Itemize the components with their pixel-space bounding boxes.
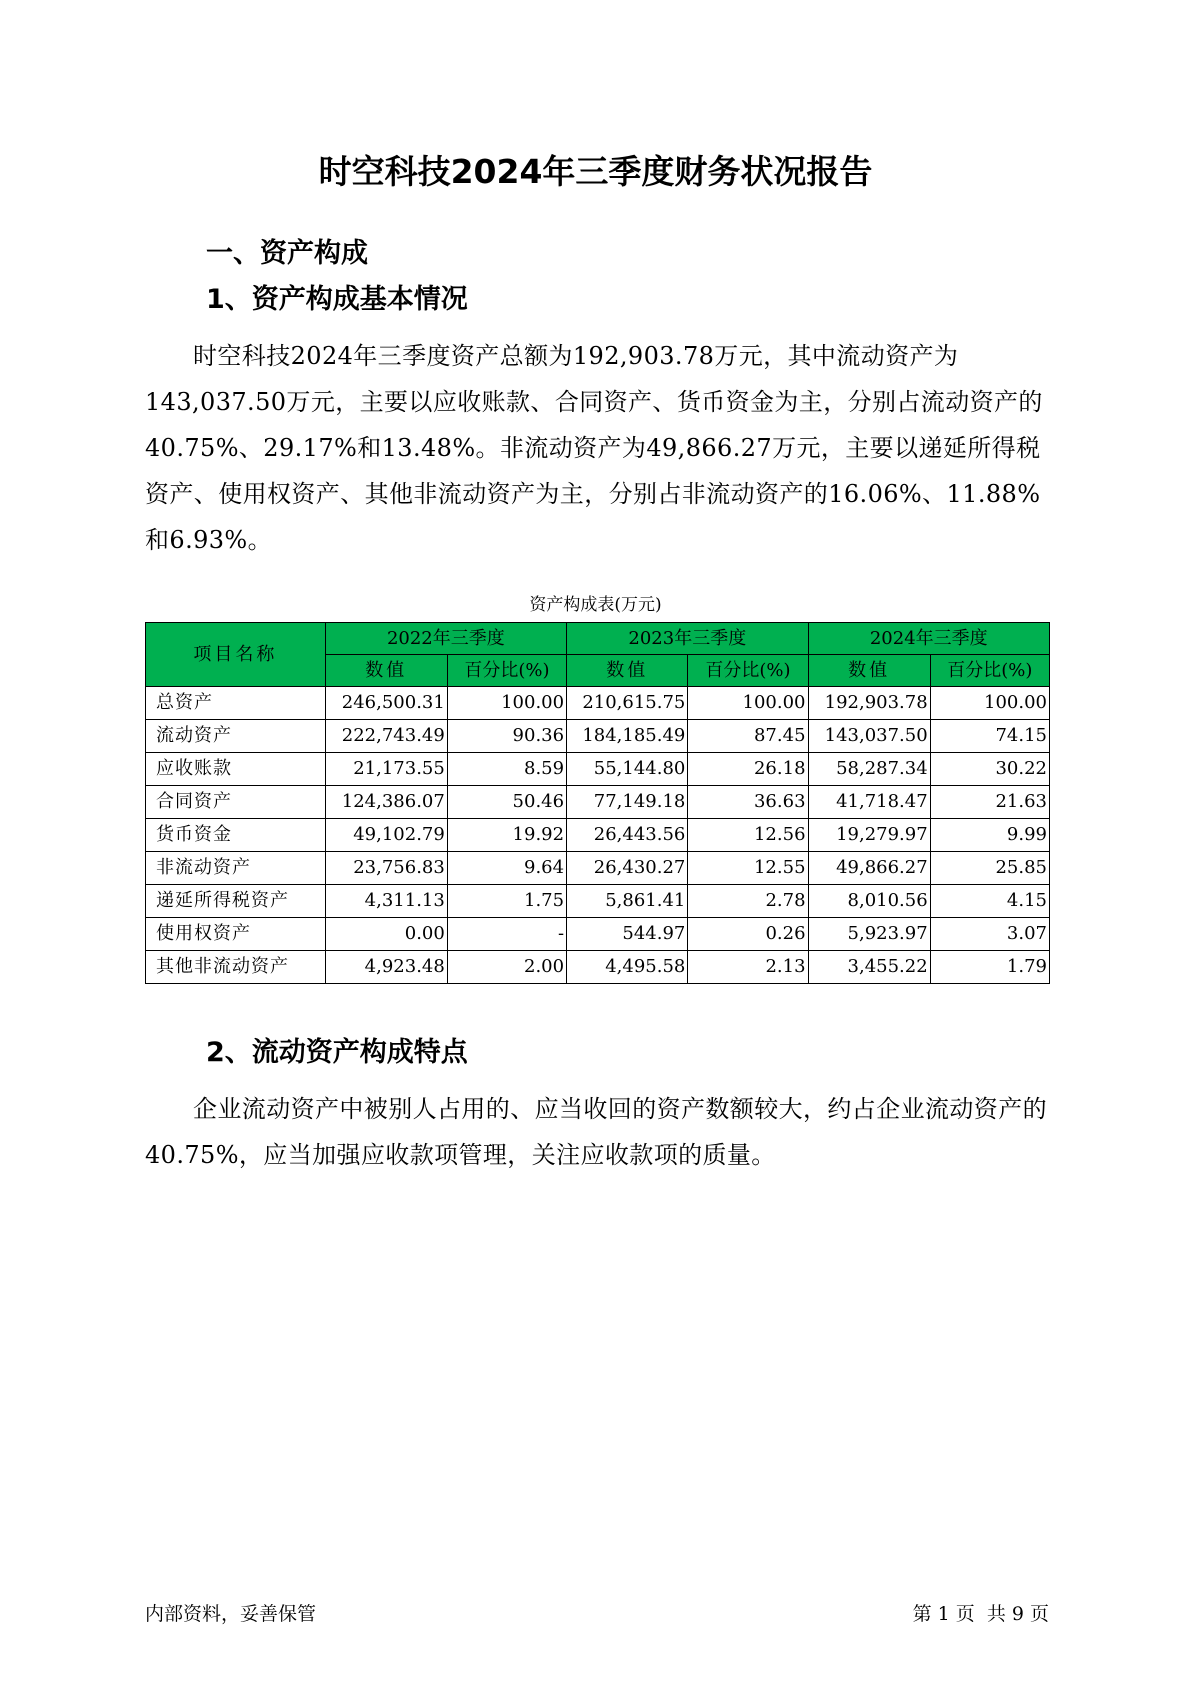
cell-percent: 36.63 (688, 786, 808, 819)
cell-value: 77,149.18 (567, 786, 688, 819)
cell-percent: 21.63 (930, 786, 1049, 819)
header-value: 数值 (567, 655, 688, 687)
header-period: 2024年三季度 (808, 623, 1049, 655)
cell-percent: 100.00 (688, 687, 808, 720)
header-percent: 百分比(%) (930, 655, 1049, 687)
cell-value: 8,010.56 (808, 885, 930, 918)
cell-percent: 9.64 (447, 852, 566, 885)
row-name: 总资产 (146, 687, 326, 720)
cell-value: 4,495.58 (567, 951, 688, 984)
cell-percent: 0.26 (688, 918, 808, 951)
cell-percent: 9.99 (930, 819, 1049, 852)
cell-percent: 50.46 (447, 786, 566, 819)
cell-percent: 100.00 (447, 687, 566, 720)
cell-value: 26,430.27 (567, 852, 688, 885)
cell-percent: 1.75 (447, 885, 566, 918)
cell-value: 21,173.55 (325, 753, 447, 786)
table-header-row-periods (146, 623, 1050, 655)
cell-percent: 30.22 (930, 753, 1049, 786)
cell-value: 246,500.31 (325, 687, 447, 720)
cell-value: 184,185.49 (567, 720, 688, 753)
cell-percent: 100.00 (930, 687, 1049, 720)
section-heading-asset-composition: 一、资产构成 (206, 238, 368, 269)
cell-value: 55,144.80 (567, 753, 688, 786)
table-row (146, 753, 1050, 786)
cell-value: 19,279.97 (808, 819, 930, 852)
header-period: 2022年三季度 (325, 623, 566, 655)
cell-percent: 25.85 (930, 852, 1049, 885)
cell-percent: 1.79 (930, 951, 1049, 984)
cell-value: 0.00 (325, 918, 447, 951)
cell-value: 49,866.27 (808, 852, 930, 885)
cell-percent: 12.55 (688, 852, 808, 885)
row-name: 货币资金 (146, 819, 326, 852)
table-row (146, 720, 1050, 753)
cell-value: 192,903.78 (808, 687, 930, 720)
cell-percent: 4.15 (930, 885, 1049, 918)
cell-value: 143,037.50 (808, 720, 930, 753)
header-percent: 百分比(%) (447, 655, 566, 687)
cell-value: 222,743.49 (325, 720, 447, 753)
cell-percent: 8.59 (447, 753, 566, 786)
cell-value: 544.97 (567, 918, 688, 951)
table-row (146, 687, 1050, 720)
table-row (146, 918, 1050, 951)
row-name: 使用权资产 (146, 918, 326, 951)
cell-percent: 87.45 (688, 720, 808, 753)
paragraph-basic-situation: 时空科技2024年三季度资产总额为192,903.78万元，其中流动资产为143,037.50万元，主要以应收账款、合同资产、货币资金为主，分别占流动资产的40.75%、29.17%和13.48%。非流动资产为49,866.27万元，主要以递延所得税资产、使用权资产、其他非流动资产为主，分别占非流动资产的16.06%、11.88%和6.93%。 (145, 342, 1043, 554)
cell-value: 5,923.97 (808, 918, 930, 951)
cell-value: 58,287.34 (808, 753, 930, 786)
subsection-heading-basic-situation: 1、资产构成基本情况 (206, 284, 468, 315)
page-title: 时空科技2024年三季度财务状况报告 (318, 152, 873, 191)
cell-value: 4,311.13 (325, 885, 447, 918)
cell-percent: 90.36 (447, 720, 566, 753)
row-name: 合同资产 (146, 786, 326, 819)
asset-composition-table (145, 622, 1050, 984)
subsection-heading-current-assets: 2、流动资产构成特点 (206, 1037, 468, 1068)
header-period: 2023年三季度 (567, 623, 808, 655)
paragraph-current-assets: 企业流动资产中被别人占用的、应当收回的资产数额较大，约占企业流动资产的40.75%，应当加强应收款项管理，关注应收款项的质量。 (145, 1095, 1047, 1169)
cell-percent: 3.07 (930, 918, 1049, 951)
table-row (146, 951, 1050, 984)
cell-percent: 2.78 (688, 885, 808, 918)
cell-value: 210,615.75 (567, 687, 688, 720)
header-value: 数值 (808, 655, 930, 687)
cell-value: 26,443.56 (567, 819, 688, 852)
table-row (146, 786, 1050, 819)
cell-percent: 26.18 (688, 753, 808, 786)
cell-value: 5,861.41 (567, 885, 688, 918)
header-percent: 百分比(%) (688, 655, 808, 687)
table-row (146, 885, 1050, 918)
cell-percent: 2.13 (688, 951, 808, 984)
footer-confidential-note: 内部资料，妥善保管 (145, 1603, 317, 1625)
cell-percent: 12.56 (688, 819, 808, 852)
table-caption: 资产构成表(万元) (529, 595, 662, 615)
row-name: 递延所得税资产 (146, 885, 326, 918)
cell-percent: 74.15 (930, 720, 1049, 753)
cell-percent: 19.92 (447, 819, 566, 852)
row-name: 流动资产 (146, 720, 326, 753)
cell-value: 124,386.07 (325, 786, 447, 819)
cell-value: 23,756.83 (325, 852, 447, 885)
table-row (146, 852, 1050, 885)
row-name: 应收账款 (146, 753, 326, 786)
cell-percent: - (447, 918, 566, 951)
cell-value: 49,102.79 (325, 819, 447, 852)
header-item-name: 项目名称 (146, 623, 326, 687)
cell-value: 4,923.48 (325, 951, 447, 984)
cell-percent: 2.00 (447, 951, 566, 984)
table-row (146, 819, 1050, 852)
footer-page-number: 第 1 页 共 9 页 (912, 1603, 1049, 1625)
cell-value: 41,718.47 (808, 786, 930, 819)
cell-value: 3,455.22 (808, 951, 930, 984)
header-value: 数值 (325, 655, 447, 687)
row-name: 非流动资产 (146, 852, 326, 885)
row-name: 其他非流动资产 (146, 951, 326, 984)
